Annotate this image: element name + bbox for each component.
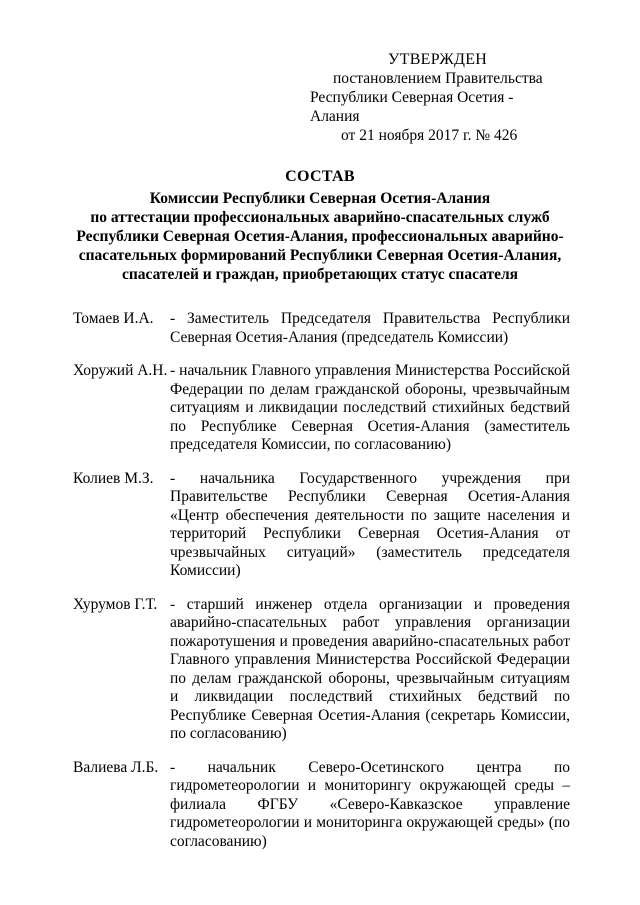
members-list	[73, 310, 570, 866]
subtitle-line: спасательных формирований Республики Северная Осетия-Алания,	[78, 247, 562, 264]
member-description: - старший инженер отдела организации и проведения аварийно-спасательных работ управления организации пожаротушения и проведения аварийно-спасательных работ Главного управления Министерства Российской Федерации по делам гражданской обороны, чрезвычайным ситуациям и ликвидации последствий стихийных бедствий по Республике Северная Осетия-Алания (секретарь Комиссии, по согласованию)	[170, 595, 570, 742]
approval-heading: УТВЕРЖДЕН	[388, 51, 488, 68]
document-title: СОСТАВ	[285, 168, 355, 185]
approval-date-line: от 21 ноября 2017 г. № 426	[341, 127, 518, 144]
member-name: Колиев М.З.	[73, 469, 154, 487]
member-entry	[73, 470, 570, 581]
member-name: Томаев И.А.	[73, 310, 154, 327]
subtitle-line: по аттестации профессиональных аварийно-спасательных служб	[90, 209, 550, 226]
member-entry	[73, 759, 570, 852]
approval-line: Республики Северная Осетия - Алания	[310, 89, 514, 125]
member-name: Валиева Л.Б.	[73, 758, 159, 776]
member-description: - Заместитель Председателя Правительства Республики Северная Осетия-Алания (председатель Комиссии)	[170, 310, 570, 346]
approval-stamp	[308, 50, 558, 145]
member-name: Хурумов Г.Т.	[73, 595, 158, 613]
member-entry	[73, 310, 570, 347]
member-description: - начальник Главного управления Министерства Российской Федерации по делам гражданской обороны, чрезвычайным ситуациям и ликвидации последствий стихийных бедствий по Республике Северная Осетия-Алания (заместитель председателя Комиссии, по согласованию)	[170, 362, 570, 453]
subtitle-line: спасателей и граждан, приобретающих статус спасателя	[121, 266, 519, 283]
subtitle-line: Республики Северная Осетия-Алания, профессиональных аварийно-	[76, 228, 564, 245]
member-entry	[73, 362, 570, 455]
member-name: Хоружий А.Н.	[73, 362, 168, 379]
member-description: - начальника Государственного учреждения при Правительстве Республики Северная Осетия-Алания «Центр обеспечения деятельности по защите населения и территорий Республики Северная Осетия-Алания от чрезвычайных ситуаций» (заместитель председателя Комиссии)	[170, 469, 570, 579]
document-title-block	[70, 167, 570, 284]
member-entry	[73, 596, 570, 744]
member-description: - начальник Северо-Осетинского центра по гидрометеорологии и мониторингу окружающей среды – филиала ФГБУ «Северо-Кавказское управление гидрометеорологии и мониторинга окружающей среды» (по согласованию)	[170, 758, 570, 850]
subtitle-line: Комиссии Республики Северная Осетия-Алания	[149, 190, 491, 207]
approval-line: постановлением Правительства	[333, 70, 543, 87]
